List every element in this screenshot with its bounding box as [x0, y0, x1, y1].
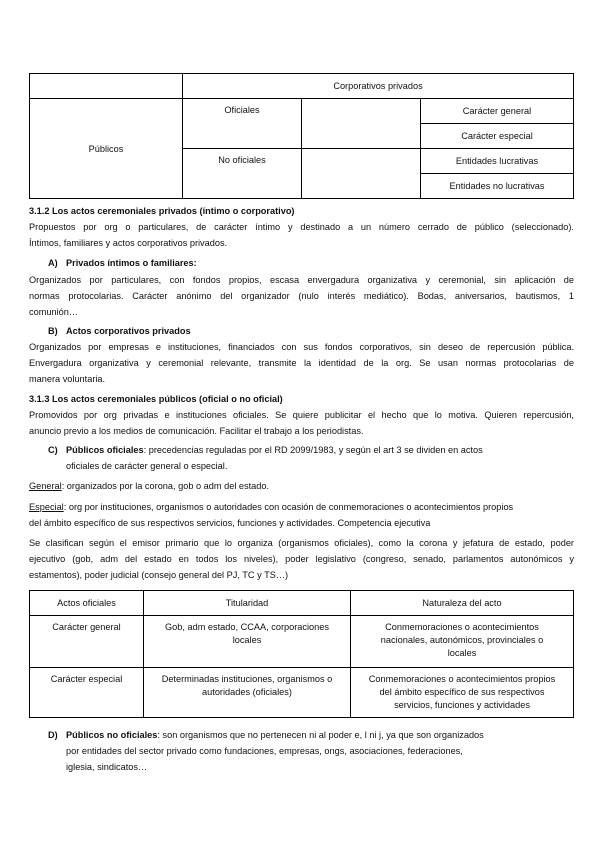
table-cell: Entidades no lucrativas	[421, 174, 574, 199]
subsection-heading: Públicos oficiales	[66, 445, 144, 455]
paragraph-line: normas protocolarias. Carácter anónimo del organizador (nulo interés mediático). Bodas, aniversarios, bautismos, 1	[29, 291, 574, 301]
table-cell	[351, 616, 574, 668]
paragraph-line: Promovidos por org privadas e instituciones oficiales. Se quiere publicitar el hecho que lo motiva. Quieren repercusión,	[29, 410, 574, 420]
paragraph-line: Se clasifican según el emisor primario que lo organiza (organismos oficiales), como la corona y jefatura de estado, poder	[29, 538, 574, 548]
paragraph-line: del ámbito específico de sus respectivos servicios, funciones y actividades. Competencia ejecutiva	[29, 518, 431, 528]
paragraph-line: Envergadura organizativa y ceremonial relevante, transmite la identidad de la org. Se usan normas protocolarias de	[29, 358, 574, 368]
table-cell: Oficiales	[183, 99, 302, 149]
list-letter: B)	[48, 326, 58, 336]
cell-line: locales	[447, 648, 477, 658]
cell-line: Gob, adm estado, CCAA, corporaciones	[165, 622, 329, 632]
table-cell	[30, 74, 183, 99]
list-letter: A)	[48, 258, 58, 268]
paragraph-line: anuncio previo a los medios de comunicación. Facilitar el trabajo a los periodistas.	[29, 426, 364, 436]
table-header: Corporativos privados	[183, 74, 574, 99]
subsection-heading: Públicos no oficiales	[66, 730, 158, 740]
table-cell: Públicos	[30, 99, 183, 199]
paragraph-line: oficiales de carácter general o especial.	[66, 461, 228, 471]
paragraph-text: : organizados por la corona, gob o adm del estado.	[61, 481, 270, 491]
table-cell: Carácter especial	[421, 124, 574, 149]
table-cell: Carácter general	[421, 99, 574, 124]
table-cell: Carácter especial	[30, 668, 144, 718]
table-cell	[144, 616, 351, 668]
cell-line: autoridades (oficiales)	[202, 687, 292, 697]
table-cell	[302, 149, 421, 199]
term-label: General	[29, 481, 62, 491]
paragraph-line: Íntimos, familiares y actos corporativos privados.	[29, 238, 228, 248]
table-header: Naturaleza del acto	[351, 591, 574, 616]
paragraph-line: Organizados por empresas e instituciones, financiados con sus fondos corporativos, sin deseo de repercusión pública.	[29, 342, 574, 352]
table-header: Actos oficiales	[30, 591, 144, 616]
paragraph-line: comunión…	[29, 307, 79, 317]
paragraph-text: : son organismos que no pertenecen ni al poder e, l ni j, ya que son organizados	[157, 730, 484, 740]
cell-line: servicios, funciones y actividades	[394, 700, 530, 710]
official-acts-table	[29, 590, 574, 718]
classification-table	[29, 73, 574, 199]
cell-line: Conmemoraciones o acontecimientos	[385, 622, 539, 632]
subsection-heading: Actos corporativos privados	[66, 326, 191, 336]
paragraph-line: manera voluntaria.	[29, 374, 106, 384]
section-heading-3-1-3: 3.1.3 Los actos ceremoniales públicos (oficial o no oficial)	[29, 394, 283, 404]
paragraph-line: estamentos), poder judicial (consejo general del PJ, TC y TS…)	[29, 570, 289, 580]
paragraph-line: Propuestos por org o particulares, de carácter íntimo y destinado a un número cerrado de público (seleccionado).	[29, 222, 574, 232]
general-definition	[29, 478, 574, 494]
table-row	[30, 616, 574, 668]
list-item-d	[66, 727, 576, 743]
list-letter: C)	[48, 445, 58, 455]
term-label: Especial	[29, 502, 64, 512]
table-cell	[351, 668, 574, 718]
table-cell: No oficiales	[183, 149, 302, 199]
cell-line: Determinadas instituciones, organismos o	[161, 674, 333, 684]
table-cell	[302, 99, 421, 149]
table-cell: Carácter general	[30, 616, 144, 668]
list-letter: D)	[48, 730, 58, 740]
list-item-c	[66, 442, 576, 458]
paragraph-line: Organizados por particulares, con fondos propios, escasa envergadura organizativa y ceremonial, sin aplicación de	[29, 275, 574, 285]
paragraph-line: ejecutivo (gob, adm del estado en todos los niveles), poder legislativo (congreso, senado, parlamentos autonómicos y	[29, 554, 574, 564]
table-header: Titularidad	[144, 591, 351, 616]
cell-line: Conmemoraciones o acontecimientos propios	[368, 674, 556, 684]
subsection-heading: Privados íntimos o familiares:	[66, 258, 197, 268]
paragraph-text: : precedencias reguladas por el RD 2099/1983, y según el art 3 se dividen en actos	[143, 445, 483, 455]
especial-definition	[29, 499, 574, 515]
section-heading-3-1-2: 3.1.2 Los actos ceremoniales privados (íntimo o corporativo)	[29, 206, 295, 216]
cell-line: locales	[232, 635, 262, 645]
paragraph-text: : org por instituciones, organismos o autoridades con ocasión de conmemoraciones o acontecimientos propios	[63, 502, 514, 512]
paragraph-line: iglesia, sindicatos…	[66, 762, 148, 772]
paragraph-line: por entidades del sector privado como fundaciones, empresas, ongs, asociaciones, federaciones,	[66, 746, 463, 756]
cell-line: del ámbito específico de sus respectivos	[379, 687, 545, 697]
table-cell	[144, 668, 351, 718]
cell-line: nacionales, autonómicos, provinciales o	[380, 635, 544, 645]
table-cell: Entidades lucrativas	[421, 149, 574, 174]
table-row	[30, 668, 574, 718]
